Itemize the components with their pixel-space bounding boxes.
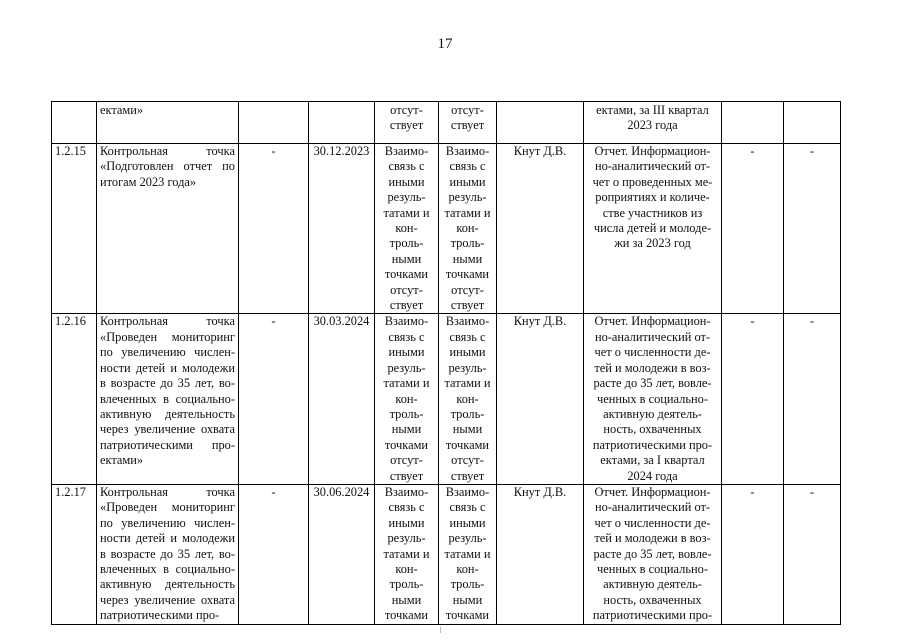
responsible-person-cell: [497, 102, 584, 144]
note-cell: -: [784, 484, 841, 624]
control-point-name-cell: Контрольная точка «Проведен мониторинг по увеличению числен-ности детей и молодежи в возрасте до 35 лет, во-влеченных в социально-активную деятельность через увеличение охвата патриотическими про-: [97, 484, 239, 624]
predecessor-link-cell: отсут- ствует: [375, 102, 439, 144]
row-number-cell: 1.2.17: [52, 484, 97, 624]
predecessor-link-cell: Взаимо- связь с иными резуль- татами и кон- троль- ными точками: [375, 484, 439, 624]
control-point-name-cell: Контрольная точка «Подготовлен отчет по итогам 2023 года»: [97, 144, 239, 314]
control-point-name-cell: Контрольная точка «Проведен мониторинг по увеличению числен-ности детей и молодежи в возрасте до 35 лет, во-влеченных в социально-активную деятельность через увеличение охвата патриотическими про-ектами»: [97, 314, 239, 484]
note-cell: [784, 102, 841, 144]
information-system-cell: -: [722, 144, 784, 314]
note-cell: -: [784, 314, 841, 484]
due-date-cell: 30.03.2024: [309, 314, 375, 484]
responsible-person-cell: Кнут Д.В.: [497, 484, 584, 624]
due-date-cell: [309, 102, 375, 144]
due-date-cell: 30.12.2023: [309, 144, 375, 314]
result-description-cell: Отчет. Информацион- но-аналитический от- чет о численности де- тей и молодежи в воз- расте до 35 лет, вовле- ченных в социально- активную деятель- ность, охваченных патриотическими про- ектами, за I квартал 2024 года: [584, 314, 722, 484]
note-cell: -: [784, 144, 841, 314]
due-date-cell: 30.06.2024: [309, 484, 375, 624]
control-point-name-cell: ектами»: [97, 102, 239, 144]
control-points-table: [51, 101, 841, 625]
previous-stage-cell: -: [239, 484, 309, 624]
previous-stage-cell: -: [239, 144, 309, 314]
table-row: [52, 144, 841, 314]
result-description-cell: Отчет. Информацион- но-аналитический от- чет о численности де- тей и молодежи в воз- расте до 35 лет, вовле- ченных в социально- активную деятель- ность, охваченных патриотическими про-: [584, 484, 722, 624]
result-description-cell: ектами, за III квартал 2023 года: [584, 102, 722, 144]
page-number: 17: [437, 36, 453, 52]
information-system-cell: [722, 102, 784, 144]
predecessor-link-cell: Взаимо- связь с иными резуль- татами и кон- троль- ными точками отсут- ствует: [375, 314, 439, 484]
result-description-cell: Отчет. Информацион- но-аналитический от- чет о проведенных ме- роприятиях и количе- стве участников из числа детей и молоде- жи за 2023 год: [584, 144, 722, 314]
information-system-cell: -: [722, 314, 784, 484]
previous-stage-cell: -: [239, 314, 309, 484]
responsible-person-cell: Кнут Д.В.: [497, 314, 584, 484]
row-number-cell: 1.2.15: [52, 144, 97, 314]
successor-link-cell: отсут- ствует: [439, 102, 497, 144]
information-system-cell: -: [722, 484, 784, 624]
successor-link-cell: Взаимо- связь с иными резуль- татами и кон- троль- ными точками отсут- ствует: [439, 314, 497, 484]
row-number-cell: [52, 102, 97, 144]
row-number-cell: 1.2.16: [52, 314, 97, 484]
successor-link-cell: Взаимо- связь с иными резуль- татами и кон- троль- ными точками: [439, 484, 497, 624]
predecessor-link-cell: Взаимо- связь с иными резуль- татами и кон- троль- ными точками отсут- ствует: [375, 144, 439, 314]
scan-mark: [440, 627, 441, 633]
table-row: [52, 314, 841, 484]
responsible-person-cell: Кнут Д.В.: [497, 144, 584, 314]
table-row: [52, 484, 841, 624]
table-row: [52, 102, 841, 144]
successor-link-cell: Взаимо- связь с иными резуль- татами и кон- троль- ными точками отсут- ствует: [439, 144, 497, 314]
previous-stage-cell: [239, 102, 309, 144]
